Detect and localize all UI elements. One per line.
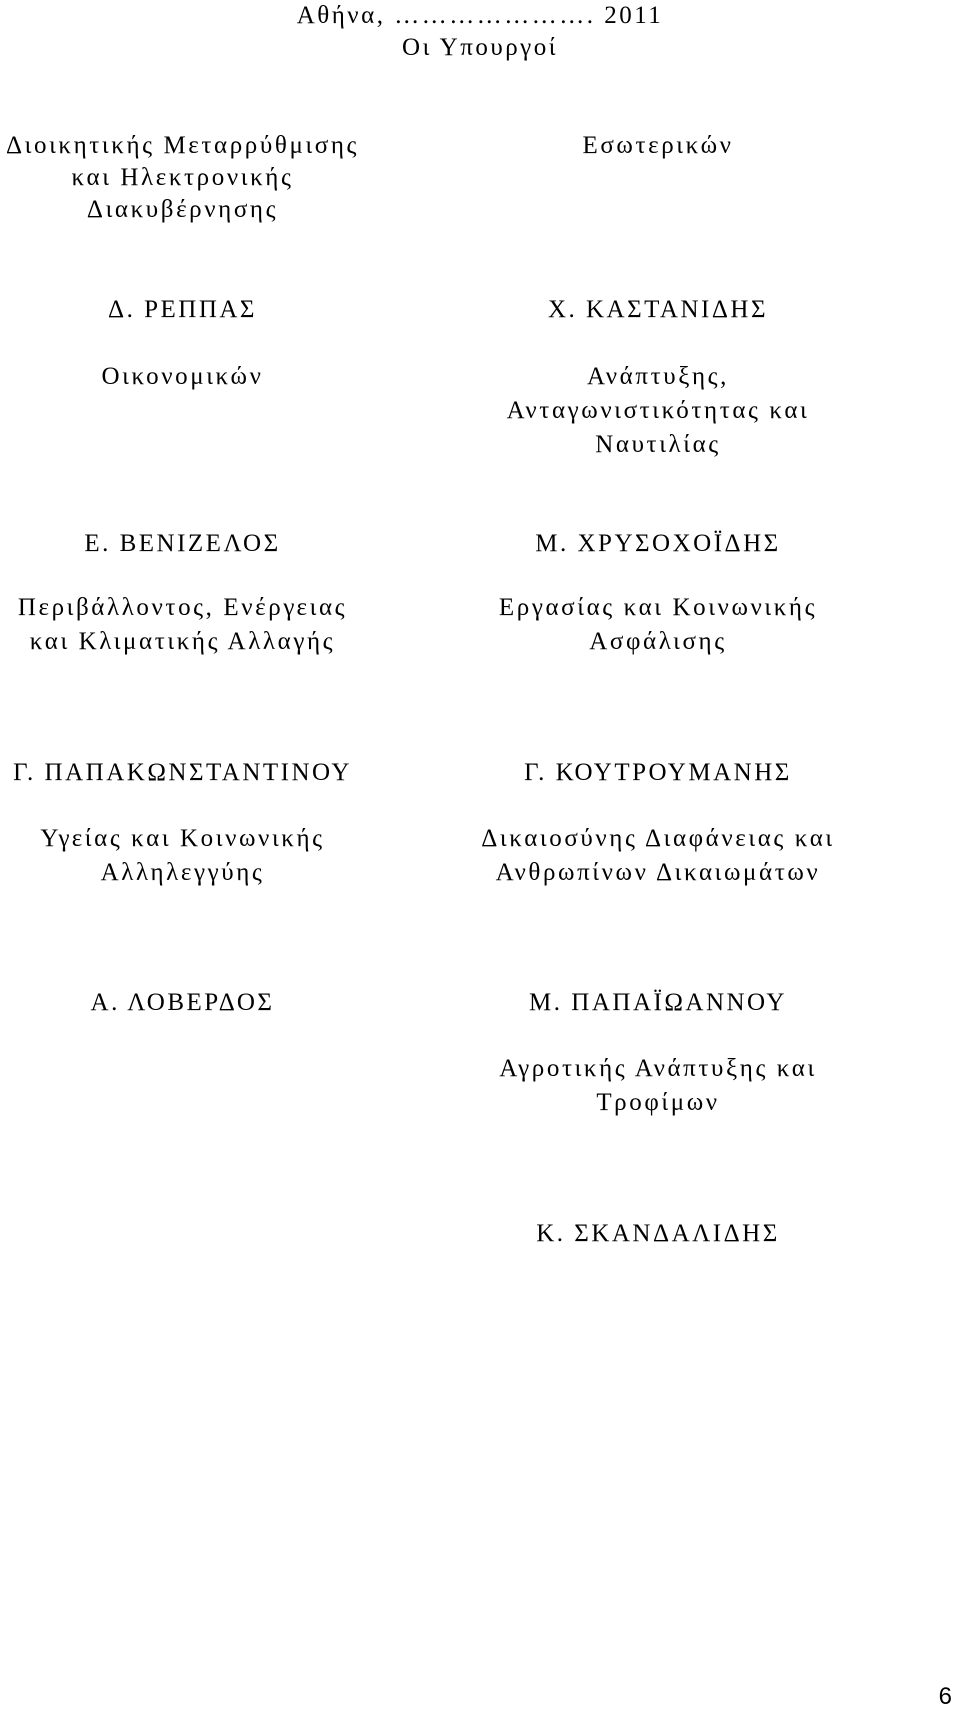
ministry-name-line: Ασφάλισης bbox=[589, 628, 727, 655]
ministry-name-line: και Ηλεκτρονικής bbox=[71, 164, 294, 191]
ministry-name-line: Αλληλεγγύης bbox=[100, 859, 265, 886]
ministry-name-line: Περιβάλλοντος, Ενέργειας bbox=[17, 594, 348, 621]
place-date: Αθήνα, …………………. 2011 bbox=[296, 2, 664, 29]
ministry-name-line: Εσωτερικών bbox=[582, 132, 734, 159]
ministry-name-line: Εργασίας και Κοινωνικής bbox=[498, 594, 818, 621]
signatory-name: Μ. ΧΡΥΣΟΧΟΪΔΗΣ bbox=[535, 530, 781, 557]
ministry-name-line: Τροφίμων bbox=[596, 1089, 720, 1116]
ministry-name-line: Ανθρωπίνων Δικαιωμάτων bbox=[495, 859, 821, 886]
signatory-name: Δ. ΡΕΠΠΑΣ bbox=[108, 296, 257, 323]
signatory-name: Γ. ΠΑΠΑΚΩΝΣΤΑΝΤΙΝΟΥ bbox=[13, 759, 352, 786]
ministry-name-line: Οικονομικών bbox=[101, 363, 264, 390]
signatory-name: Γ. ΚΟΥΤΡΟΥΜΑΝΗΣ bbox=[524, 759, 792, 786]
signatory-name: Α. ΛΟΒΕΡΔΟΣ bbox=[90, 989, 275, 1016]
ministry-name-line: Ανάπτυξης, bbox=[586, 363, 729, 390]
ministers-heading: Οι Υπουργοί bbox=[402, 34, 558, 61]
ministry-name-line: Διοικητικής Μεταρρύθμισης bbox=[5, 132, 360, 159]
ministry-name-line: Αγροτικής Ανάπτυξης και bbox=[499, 1055, 817, 1082]
ministry-name-line: και Κλιματικής Αλλαγής bbox=[29, 628, 336, 655]
ministry-name-line: Δικαιοσύνης Διαφάνειας και bbox=[481, 825, 835, 852]
signatory-name: Μ. ΠΑΠΑΪΩΑΝΝΟΥ bbox=[529, 989, 787, 1016]
ministry-name-line: Ναυτιλίας bbox=[595, 431, 721, 458]
signatory-name: Ε. ΒΕΝΙΖΕΛΟΣ bbox=[84, 530, 281, 557]
signatory-name: Κ. ΣΚΑΝΔΑΛΙΔΗΣ bbox=[536, 1220, 780, 1247]
ministry-name-line: Διακυβέρνησης bbox=[86, 196, 279, 223]
page-number: 6 bbox=[938, 1683, 952, 1710]
ministry-name-line: Υγείας και Κοινωνικής bbox=[40, 825, 325, 852]
signatory-name: Χ. ΚΑΣΤΑΝΙΔΗΣ bbox=[547, 296, 769, 323]
ministry-name-line: Ανταγωνιστικότητας και bbox=[506, 397, 810, 424]
